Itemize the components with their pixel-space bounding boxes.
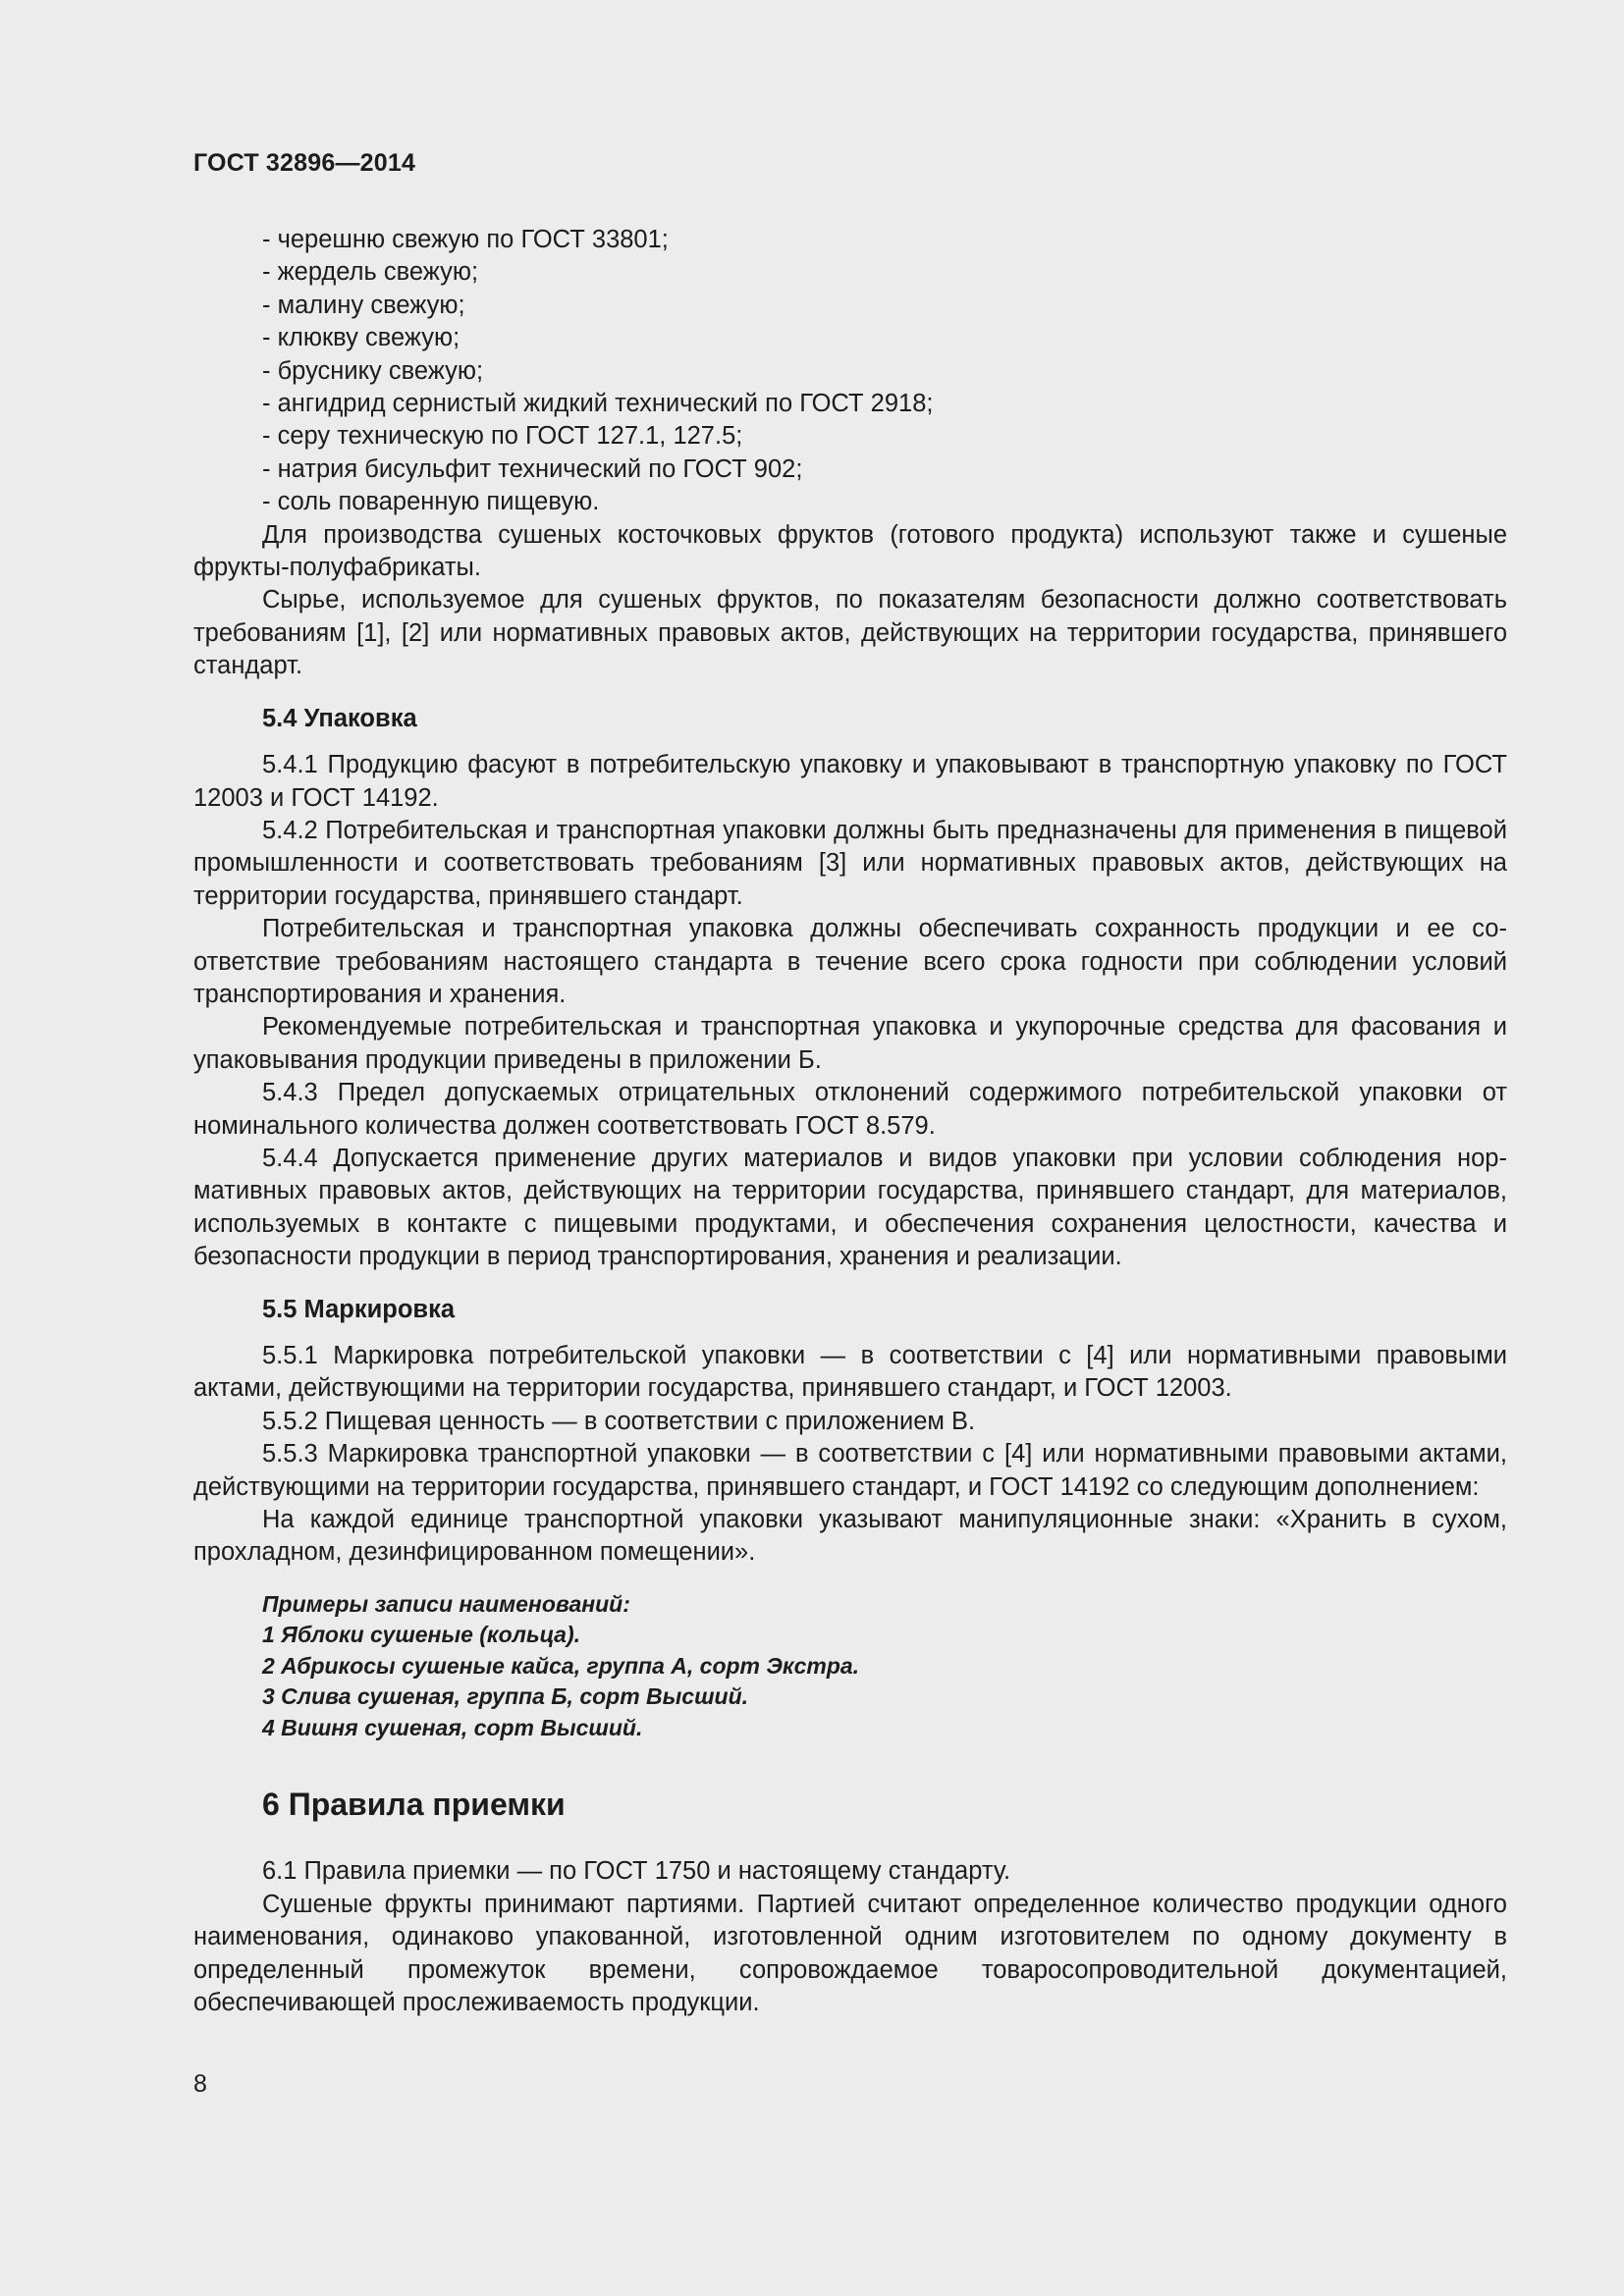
- section-5-5-heading: 5.5 Маркировка: [262, 1295, 456, 1323]
- paragraph: Сырье, используемое для сушеных фруктов, по показателям безопасности должно соответствовать требованиям [1], [2] или нормативных правовых актов, действующих на территории государства, принявшего стандарт.: [193, 586, 1507, 680]
- list-item: - клюкву свежую;: [262, 324, 460, 352]
- list-item: - черешню свежую по ГОСТ 33801;: [262, 226, 669, 253]
- paragraph: 5.5.3 Маркировка транспортной упаковки — в соответствии с [4] или нормативными правовыми актами, действующими на территории государства, принявшего стандарт, и ГОСТ 14192 со следующим дополнением:: [193, 1440, 1507, 1501]
- page-number: 8: [193, 2070, 207, 2098]
- example-item: 1 Яблоки сушеные (кольца).: [262, 1622, 580, 1648]
- example-item: 3 Слива сушеная, группа Б, сорт Высший.: [262, 1683, 749, 1710]
- paragraph: 5.4.4 Допускается применение других материалов и видов упаковки при условии соблюдения нормативных правовых актов, действующих на территории государства, принявшего стандарт, для материалов, используемых в контакте с пищевыми продуктами, и обеспечения сохранения целостности, качества и безопасности продукции в период транспортирования, хранения и реализации.: [193, 1144, 1507, 1271]
- document-header: ГОСТ 32896—2014: [193, 149, 416, 177]
- section-6-heading: 6 Правила приемки: [262, 1787, 566, 1823]
- paragraph: 5.4.3 Предел допускаемых отрицательных отклонений содержимого потребительской упаковки от номинального количества должен соответствовать ГОСТ 8.579.: [193, 1079, 1507, 1140]
- paragraph: Для производства сушеных косточковых фруктов (готового продукта) используют также и сушеные фрукты-полуфабрикаты.: [193, 520, 1507, 582]
- paragraph: Сушеные фрукты принимают партиями. Партией считают определенное количество продукции одного наименования, одинаково упакованной, изготовленной одним изготовителем по одному документу в определенный промежуток времени, сопровождаемое товаросопроводительной документацией, обеспечивающей прослеживаемость продукции.: [193, 1890, 1507, 2016]
- list-item: - натрия бисульфит технический по ГОСТ 902;: [262, 454, 803, 483]
- list-item: - ангидрид сернистый жидкий технический по ГОСТ 2918;: [262, 390, 934, 418]
- example-item: 2 Абрикосы сушеные кайса, группа А, сорт Экстра.: [262, 1652, 860, 1679]
- paragraph: На каждой единице транспортной упаковки указывают манипуляционные знаки: «Хранить в сухом, прохладном, дезинфицированном помещении».: [193, 1506, 1507, 1567]
- paragraph: Потребительская и транспортная упаковка должны обеспечивать сохранность продукции и ее соответствие требованиям настоящего стандарта в течение всего срока годности при соблюдении условий транспортирования и хранения.: [193, 915, 1507, 1008]
- paragraph: 6.1 Правила приемки — по ГОСТ 1750 и настоящему стандарту.: [262, 1857, 1011, 1886]
- paragraph: Рекомендуемые потребительская и транспортная упаковка и укупорочные средства для фасования и упаковывания продукции приведены в приложении Б.: [193, 1013, 1507, 1074]
- paragraph: 5.5.1 Маркировка потребительской упаковки — в соответствии с [4] или нормативными правовыми актами, действующими на территории государства, принявшего стандарт, и ГОСТ 12003.: [193, 1342, 1507, 1403]
- document-body: [193, 224, 1507, 2019]
- examples-title: Примеры записи наименований:: [262, 1590, 630, 1617]
- example-item: 4 Вишня сушеная, сорт Высший.: [262, 1714, 643, 1740]
- list-item: - бруснику свежую;: [262, 356, 484, 385]
- section-5-4-heading: 5.4 Упаковка: [262, 704, 417, 732]
- paragraph: 5.4.2 Потребительская и транспортная упаковки должны быть предназначены для применения в пищевой промышленности и соответствовать требованиям [3] или нормативных правовых актов, действующих на территории государства, принявшего стандарт.: [193, 816, 1507, 910]
- paragraph: 5.4.1 Продукцию фасуют в потребительскую упаковку и упаковывают в транспортную упаковку по ГОСТ 12003 и ГОСТ 14192.: [193, 751, 1507, 812]
- list-item: - жердель свежую;: [262, 258, 479, 287]
- list-item: - серу техническую по ГОСТ 127.1, 127.5;: [262, 422, 743, 451]
- list-item: - малину свежую;: [262, 291, 465, 319]
- list-item: - соль поваренную пищевую.: [262, 488, 600, 516]
- paragraph: 5.5.2 Пищевая ценность — в соответствии с приложением В.: [262, 1407, 976, 1435]
